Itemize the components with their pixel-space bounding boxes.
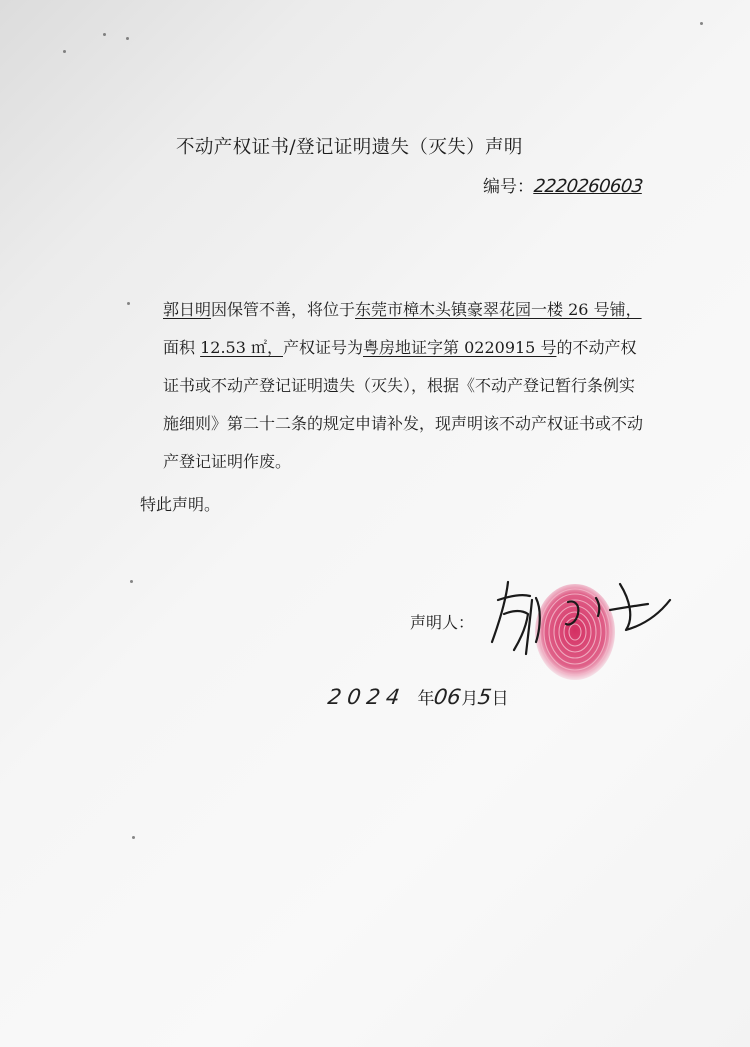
owner-name: 郭日明 <box>163 300 212 319</box>
declaration-title: 不动产权证书/登记证明遗失（灭失）声明 <box>176 137 523 158</box>
date-line <box>328 684 509 709</box>
declarant-label: 声明人： <box>410 613 475 632</box>
closing-statement: 特此声明。 <box>140 495 221 514</box>
paragraph-text-3: 产权证号为 <box>283 338 364 357</box>
paper-speck <box>132 836 135 839</box>
number-label: 编号： <box>483 177 534 197</box>
paper-speck <box>126 37 129 40</box>
date-year: 2024 <box>326 685 408 709</box>
paper-speck <box>700 22 703 25</box>
paper-speck <box>130 580 133 583</box>
paragraph-text-4: 的不动产权证书或不动产登记证明遗失（灭失），根据《不动产登记暂行条例实施细则》第二十二条的规定申请补发，现声明该不动产权证书或不动产登记证明作废。 <box>163 338 644 471</box>
date-year-char: 年 <box>417 689 435 709</box>
handwritten-signature <box>470 570 680 665</box>
paper-speck <box>103 33 106 36</box>
paper-speck <box>63 50 66 53</box>
property-address: 东莞市樟木头镇豪翠花园一楼 26 号铺， <box>355 300 642 319</box>
paragraph-text-2: 面积 <box>163 338 201 357</box>
date-day: 5 <box>476 685 494 709</box>
number-value: 2220260603 <box>532 176 644 197</box>
number-line <box>483 172 643 197</box>
property-area: 12.53 ㎡， <box>200 338 283 357</box>
date-month-char: 月 <box>461 689 479 709</box>
date-day-char: 日 <box>491 689 509 709</box>
certificate-number: 粤房地证字第 0220915 号 <box>363 338 557 357</box>
paragraph-text-1: 因保管不善，将位于 <box>211 300 356 319</box>
paper-speck <box>127 302 130 305</box>
date-month: 06 <box>432 685 463 709</box>
declaration-body <box>113 291 643 481</box>
declaration-paragraph <box>113 291 643 481</box>
